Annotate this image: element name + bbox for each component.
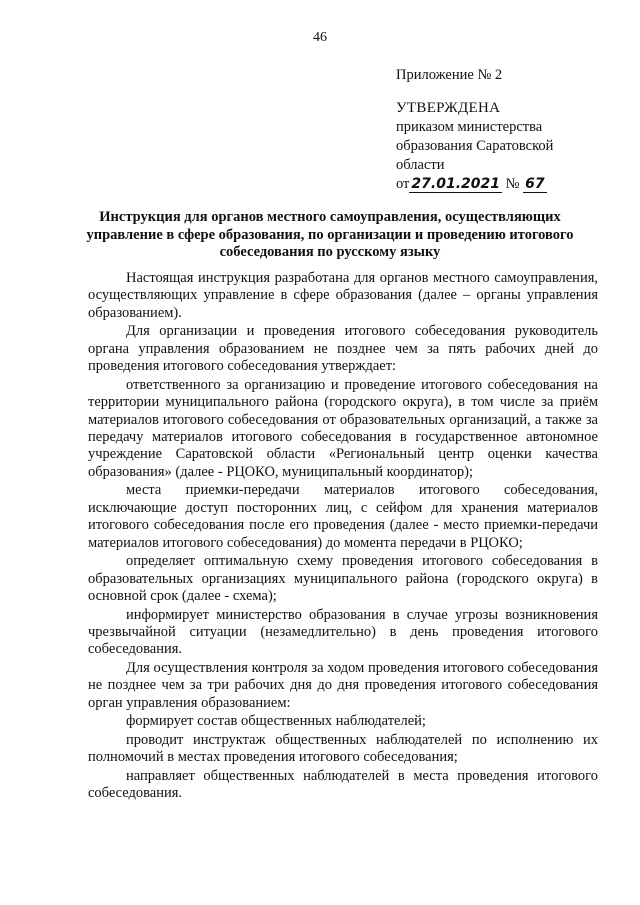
paragraph: Для осуществления контроля за ходом проведения итогового собеседования не позднее чем за три рабочих дня до дня проведения итогового собеседования орган управления образованием: [88,660,598,711]
paragraph: проводит инструктаж общественных наблюдателей по исполнению их полномочий в местах проведения итогового собеседования; [88,732,598,766]
order-line-2: образования Саратовской [396,138,554,154]
paragraph: места приемки-передачи материалов итогового собеседования, исключающие доступ посторонних лиц, с сейфом для хранения материалов итогового собеседования после его проведения (далее - место приемки-передачи материалов итогового собеседования) до момента передачи в РЦОКО; [88,482,598,551]
paragraph: информирует министерство образования в случае угрозы возникновения чрезвычайной ситуации (незамедлительно) в день проведения итогового собеседования. [88,606,598,658]
paragraph: Настоящая инструкция разработана для органов местного самоуправления, осуществляющих управление в сфере образования (далее – органы управления образованием). [88,270,598,321]
paragraph: определяет оптимальную схему проведения итогового собеседования в образовательных организациях муниципального района (городского округа) в основной срок (далее - схема); [88,553,598,605]
handwritten-number: 67 [525,176,545,192]
document-title: Инструкция для органов местного самоуправления, осуществляющих управление в сфере образования, по организации и проведению итогового собеседования по русскому языку [86,209,574,260]
paragraph: ответственного за организацию и проведение итогового собеседования на территории муниципального района (городского округа), в том числе за приём материалов итогового собеседования от образовательных организаций, а также за передачу материалов итогового собеседования в государственное автономное учреждение Саратовской области «Региональный центр оценки качества образования» (далее - РЦОКО, муниципальный координатор); [88,376,598,480]
order-date-line [396,175,616,194]
approval-block [396,66,616,194]
handwritten-date: 27.01.2021 [411,176,500,192]
document-body [88,270,598,804]
approved-heading: УТВЕРЖДЕНА [396,100,501,116]
paragraph: направляет общественных наблюдателей в места проведения итогового собеседования. [88,768,598,802]
number-prefix: № [505,176,520,192]
order-line-1: приказом министерства [396,119,543,135]
page-number: 46 [313,30,327,45]
paragraph: формирует состав общественных наблюдателей; [126,713,426,730]
appendix-label: Приложение № 2 [396,67,503,83]
paragraph: Для организации и проведения итогового собеседования руководитель органа управления образованием не позднее чем за пять рабочих дней до проведения итогового собеседования утверждает: [88,323,598,375]
order-line-3: области [396,157,445,173]
date-prefix: от [396,176,410,192]
